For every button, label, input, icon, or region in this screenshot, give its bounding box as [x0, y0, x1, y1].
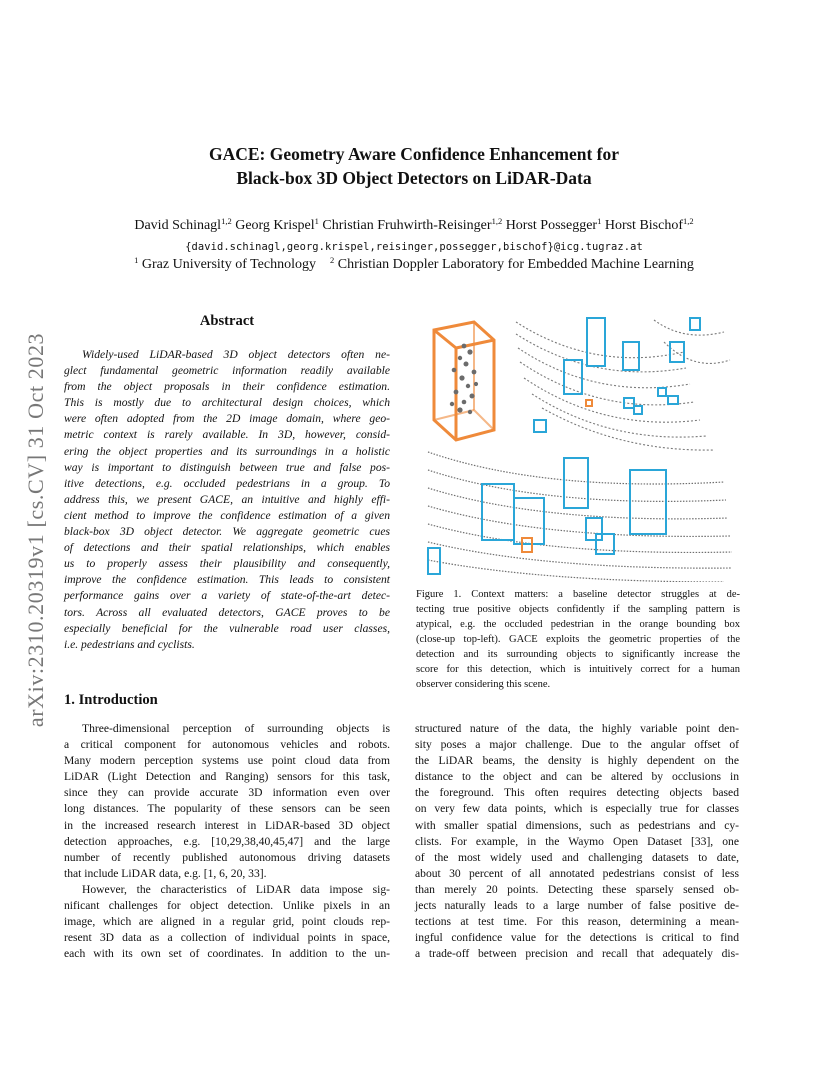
figure-1	[424, 312, 740, 582]
affiliations	[0, 257, 828, 273]
abstract-line: way is important to distinguish between true and false pos-	[64, 460, 390, 474]
author-affiliation: 1,2	[221, 216, 232, 226]
body-text-line: ingful confidence value for the detections is critical to find	[415, 931, 739, 945]
abstract-line: from the object proposals in their confidence estimation.	[64, 380, 390, 394]
body-text-line: image, which are aligned in a regular grid, point clouds rep-	[64, 915, 390, 929]
author-emails: {david.schinagl,georg.krispel,reisinger,possegger,bischof}@icg.tugraz.at	[185, 241, 643, 253]
abstract-line: cient method to improve the confidence estimation of a given	[64, 508, 390, 522]
abstract-line: itive detections, e.g. occluded pedestrians in a group. To	[64, 476, 390, 490]
caption-line: detection and its surrounding objects to significantly increase the	[416, 649, 740, 660]
abstract-line: Widely-used LiDAR-based 3D object detectors often ne-	[82, 348, 390, 361]
affiliation-name: Christian Doppler Laboratory for Embedded Machine Learning	[337, 257, 694, 272]
intro-left-column	[64, 721, 390, 962]
body-text-line: sity poses a major challenge. Due to the angular offset of	[415, 738, 739, 752]
body-text-line: number of recently published autonomous driving datasets	[64, 850, 390, 864]
body-text-line: in the increased research interest in LiDAR-based 3D object	[64, 818, 390, 832]
closeup-orange-box	[434, 322, 494, 440]
abstract-line: This is mostly due to architectural design choices, which	[64, 396, 390, 410]
body-text-line: since they can provide accurate 3D information even over	[64, 786, 390, 800]
body-text-line: detection approaches, e.g. [10,29,38,40,45,47] and the large	[64, 834, 390, 848]
caption-line: observer considering this scene.	[416, 679, 551, 690]
body-text-line: a trade-off between precision and recall that adequately dis-	[415, 947, 739, 961]
paper-title-line-2: Black-box 3D Object Detectors on LiDAR-Data	[236, 168, 592, 188]
author-name: Horst Bischof	[604, 218, 683, 233]
abstract-line: us to properly assess their plausibility and consequently,	[64, 557, 390, 571]
body-text-line: Three-dimensional perception of surrounding objects is	[82, 722, 390, 735]
body-text-line: Many modern perception systems use point cloud data from	[64, 754, 390, 768]
author-name: David Schinagl	[134, 218, 222, 233]
author-name: Georg Krispel	[235, 218, 315, 233]
body-text-line: the foreground. This often requires detecting objects based	[415, 786, 739, 800]
author-affiliation: 1	[314, 216, 319, 226]
body-text-line: on very few data points, which is especially true for classes	[415, 802, 739, 816]
caption-line: tecting true positive objects confidently if the sampling pattern is	[416, 604, 740, 615]
figure-caption	[416, 587, 740, 692]
body-text-line: each with its own set of coordinates. In addition to the un-	[64, 947, 390, 961]
author-affiliation: 1	[597, 216, 602, 226]
abstract-line: ering the object properties and its surroundings in a holistic	[64, 444, 390, 458]
body-text-line: nificant challenges for object detection. Unlike pixels in an	[64, 899, 390, 913]
abstract-line: black-box 3D object detector. We aggregate geometric cues	[64, 525, 390, 539]
affiliation-number: 2	[330, 255, 335, 265]
paper-title-line-1: GACE: Geometry Aware Confidence Enhancement for	[208, 144, 620, 164]
body-text-line: tections at test time. For this reason, determining a mean-	[415, 915, 739, 929]
body-text-line: However, the characteristics of LiDAR data impose sig-	[82, 882, 390, 896]
lidar-scene-illustration	[424, 312, 740, 582]
abstract-line: tors. Across all evaluated detectors, GACE proves to be	[64, 605, 390, 619]
body-text-line: than merely 20 points. Detecting these sparsely sensed ob-	[415, 882, 739, 896]
caption-line: score for this detection, which is intuitively correct for a human	[416, 664, 740, 675]
abstract-line: glect fundamental geometric information readily available	[64, 364, 390, 378]
blue-boxes-top	[534, 318, 700, 432]
caption-line: (close-up top-left). GACE exploits the geometric properties of the	[416, 634, 740, 645]
author-list	[0, 218, 828, 234]
body-text-line: structured nature of the data, the highly variable point den-	[415, 722, 739, 735]
scan-lines-top	[516, 320, 730, 450]
intro-heading: 1. Introduction	[64, 692, 158, 708]
intro-right-column	[415, 721, 739, 962]
author-affiliation: 1,2	[683, 216, 694, 226]
scan-lines-bottom	[428, 452, 732, 582]
abstract-line: especially beneficial for the vulnerable road user classes,	[64, 621, 390, 635]
body-text-line: clists. For example, in the Waymo Open Dataset [33], one	[415, 834, 739, 848]
caption-line: atypical, e.g. the occluded pedestrian in the orange bounding box	[416, 619, 740, 630]
body-text-line: about 30 percent of all annotated pedestrians consist of less	[415, 866, 739, 880]
body-text-line: the LiDAR beams, the density is highly dependent on the	[415, 754, 739, 768]
abstract-line: improve the confidence estimation. This leads to consistent	[64, 573, 390, 587]
author-name: Horst Possegger	[505, 218, 598, 233]
body-text-line: of the most widely used and challenging datasets to date,	[415, 850, 739, 864]
body-text-line: a critical component for autonomous vehicles and robots.	[64, 738, 390, 752]
affiliation-number: 1	[134, 255, 139, 265]
arxiv-stamp-text: arXiv:2310.20319v1 [cs.CV] 31 Oct 2023	[23, 332, 48, 728]
abstract-line: metric context is rarely available. In 3D, however, consid-	[64, 428, 390, 442]
blue-boxes-bottom	[428, 458, 666, 574]
body-text-line: jects naturally leads to a large number of false positive de-	[415, 899, 739, 913]
abstract-line: of detections and their spatial relationships, which enables	[64, 541, 390, 555]
body-text-line: LiDAR (Light Detection and Ranging) sensors for this task,	[64, 770, 390, 784]
author-name: Christian Fruhwirth-Reisinger	[322, 218, 492, 233]
abstract-line: address this, we present GACE, an intuitive and highly effi-	[64, 492, 390, 506]
body-text-line: long distances. The popularity of these sensors can be seen	[64, 802, 390, 816]
affiliation-name: Graz University of Technology	[141, 257, 316, 272]
abstract-line: were often adopted from the 2D image domain, where geo-	[64, 412, 390, 426]
body-text-line: resent 3D data as a collection of individual points in space,	[64, 931, 390, 945]
abstract-line: i.e. pedestrians and cyclists.	[64, 637, 195, 651]
body-text-line: that include LiDAR data, e.g. [1, 6, 20, 33].	[64, 866, 267, 880]
abstract-heading: Abstract	[199, 313, 255, 329]
caption-line: Figure 1. Context matters: a baseline detector struggles at de-	[416, 589, 740, 600]
abstract-body	[64, 347, 390, 653]
author-affiliation: 1,2	[491, 216, 503, 226]
body-text-line: with smaller spatial dimensions, such as pedestrians and cy-	[415, 818, 739, 832]
body-text-line: distance to the object and can be altered by occlusions in	[415, 770, 739, 784]
abstract-line: performance gains over a variety of state-of-the-art detec-	[64, 589, 390, 603]
orange-box-small	[586, 400, 592, 406]
